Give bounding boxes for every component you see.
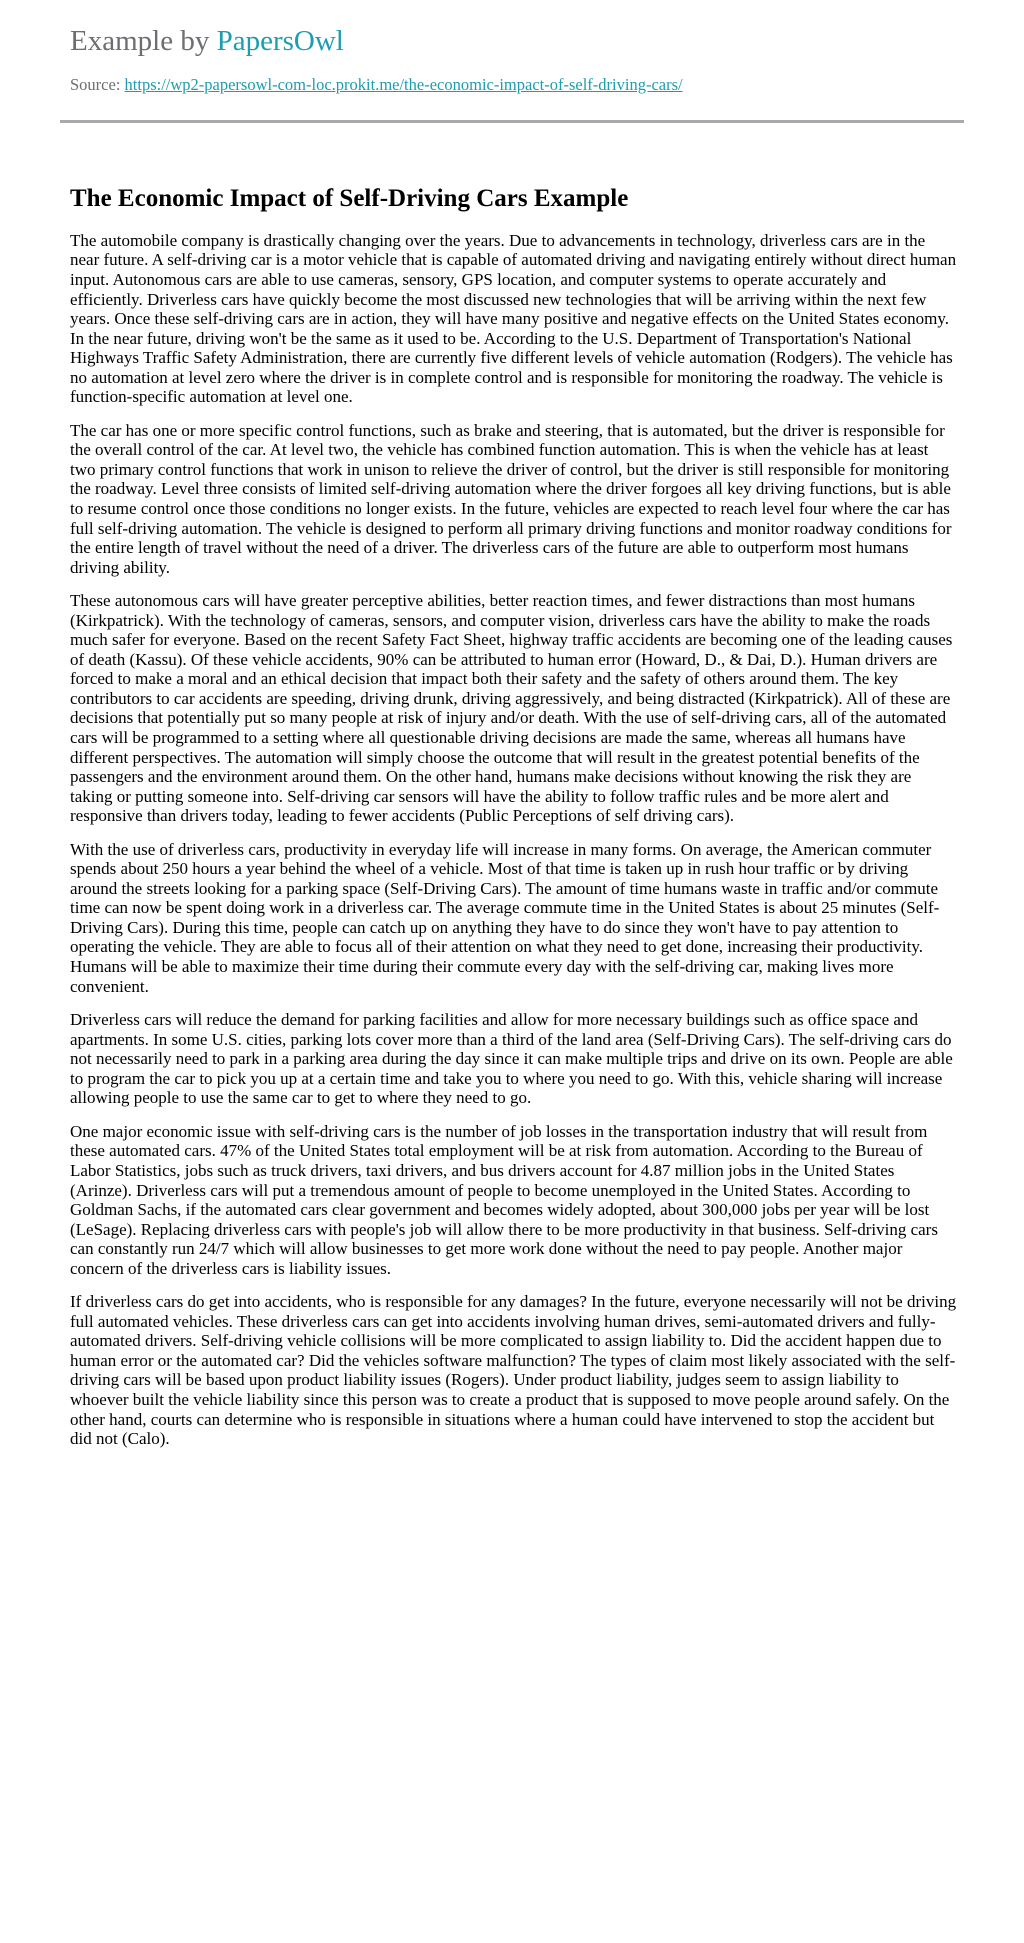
source-label: Source:: [70, 74, 125, 94]
brand-name-link[interactable]: PapersOwl: [216, 25, 344, 57]
header-title-prefix: Example by: [70, 25, 217, 57]
source-link[interactable]: https://wp2-papersowl-com-loc.prokit.me/the-economic-impact-of-self-driving-cars/: [124, 74, 683, 94]
header-divider: [60, 120, 964, 123]
essay-paragraph: The automobile company is drastically changing over the years. Due to advancements in technology, driverless cars are in the near future. A self-driving car is a motor vehicle that is capable of automated driving and navigating entirely without direct human input. Autonomous cars are able to use cameras, sensory, GPS location, and computer systems to operate accurately and efficiently. Driverless cars have quickly become the most discussed new technologies that will be arriving within the next few years. Once these self-driving cars are in action, they will have many positive and negative effects on the United States economy. In the near future, driving won't be the same as it used to be. According to the U.S. Department of Transportation's National Highways Traffic Safety Administration, there are currently five different levels of vehicle automation (Rodgers). The vehicle has no automation at level zero where the driver is in complete control and is responsible for monitoring the roadway. The vehicle is function-specific automation at level one.: [70, 230, 957, 407]
essay-content: [70, 184, 958, 1449]
essay-title: The Economic Impact of Self-Driving Cars Example: [70, 184, 629, 212]
essay-paragraph: If driverless cars do get into accidents, who is responsible for any damages? In the future, everyone necessarily will not be driving full automated vehicles. These driverless cars can get into accidents involving human drives, semi-automated drivers and fully-automated drivers. Self-driving vehicle collisions will be more complicated to assign liability to. Did the accident happen due to human error or the automated car? Did the vehicles software malfunction? The types of claim most likely associated with the self-driving cars will be based upon product liability issues (Rogers). Under product liability, judges seem to assign liability to whoever built the vehicle liability since this person was to create a product that is supposed to move people around safely. On the other hand, courts can determine who is responsible in situations where a human could have intervened to stop the accident but did not (Calo).: [70, 1292, 957, 1449]
essay-paragraph: With the use of driverless cars, productivity in everyday life will increase in many forms. On average, the American commuter spends about 250 hours a year behind the wheel of a vehicle. Most of that time is taken up in rush hour traffic or by driving around the streets looking for a parking space (Self-Driving Cars). The amount of time humans waste in traffic and/or commute time can now be spent doing work in a driverless car. The average commute time in the United States is about 25 minutes (Self-Driving Cars). During this time, people can catch up on anything they have to do since they won't have to pay attention to operating the vehicle. They are able to focus all of their attention on what they need to get done, increasing their productivity. Humans will be able to maximize their time during their commute every day with the self-driving car, making lives more convenient.: [70, 839, 940, 996]
essay-paragraph: One major economic issue with self-driving cars is the number of job losses in the transportation industry that will result from these automated cars. 47% of the United States total employment will be at risk from automation. According to the Bureau of Labor Statistics, jobs such as truck drivers, taxi drivers, and bus drivers account for 4.87 million jobs in the United States (Arinze). Driverless cars will put a tremendous amount of people to become unemployed in the United States. According to Goldman Sachs, if the automated cars clear government and becomes widely adopted, about 300,000 jobs per year will be lost (LeSage). Replacing driverless cars with people's job will allow there to be more productivity in that business. Self-driving cars can constantly run 24/7 which will allow businesses to get more work done without the need to pay people. Another major concern of the driverless cars is liability issues.: [70, 1121, 938, 1278]
essay-paragraph: The car has one or more specific control functions, such as brake and steering, that is automated, but the driver is responsible for the overall control of the car. At level two, the vehicle has combined function automation. This is when the vehicle has at least two primary control functions that work in unison to relieve the driver of control, but the driver is still responsible for monitoring the roadway. Level three consists of limited self-driving automation where the driver forgoes all key driving functions, but is able to resume control once those conditions no longer exists. In the future, vehicles are expected to reach level four where the car has full self-driving automation. The vehicle is designed to perform all primary driving functions and monitor roadway conditions for the entire length of travel without the need of a driver. The driverless cars of the future are able to outperform most humans driving ability.: [70, 420, 952, 577]
header-title: [70, 26, 958, 58]
document-header: [70, 26, 958, 123]
essay-body: [70, 231, 958, 1449]
source-line: [70, 75, 958, 95]
essay-paragraph: These autonomous cars will have greater perceptive abilities, better reaction times, and fewer distractions than most humans (Kirkpatrick). With the technology of cameras, sensors, and computer vision, driverless cars have the ability to make the roads much safer for everyone. Based on the recent Safety Fact Sheet, highway traffic accidents are becoming one of the leading causes of death (Kassu). Of these vehicle accidents, 90% can be attributed to human error (Howard, D., & Dai, D.). Human drivers are forced to make a moral and an ethical decision that impact both their safety and the safety of others around them. The key contributors to car accidents are speeding, driving drunk, driving aggressively, and being distracted (Kirkpatrick). All of these are decisions that potentially put so many people at risk of injury and/or death. With the use of self-driving cars, all of the automated cars will be programmed to a setting where all questionable driving decisions are made the same, whereas all humans have different perspectives. The automation will simply choose the outcome that will result in the greatest potential benefits of the passengers and the environment around them. On the other hand, humans make decisions without knowing the risk they are taking or putting someone into. Self-driving car sensors will have the ability to follow traffic rules and be more alert and responsive than drivers today, leading to fewer accidents (Public Perceptions of self driving cars).: [70, 591, 953, 826]
essay-paragraph: Driverless cars will reduce the demand for parking facilities and allow for more necessary buildings such as office space and apartments. In some U.S. cities, parking lots cover more than a third of the land area (Self-Driving Cars). The self-driving cars do not necessarily need to park in a parking area during the day since it can make multiple trips and drive on its own. People are able to program the car to pick you up at a certain time and take you to where you need to go. With this, vehicle sharing will increase allowing people to use the same car to get to where they need to go.: [70, 1010, 953, 1108]
